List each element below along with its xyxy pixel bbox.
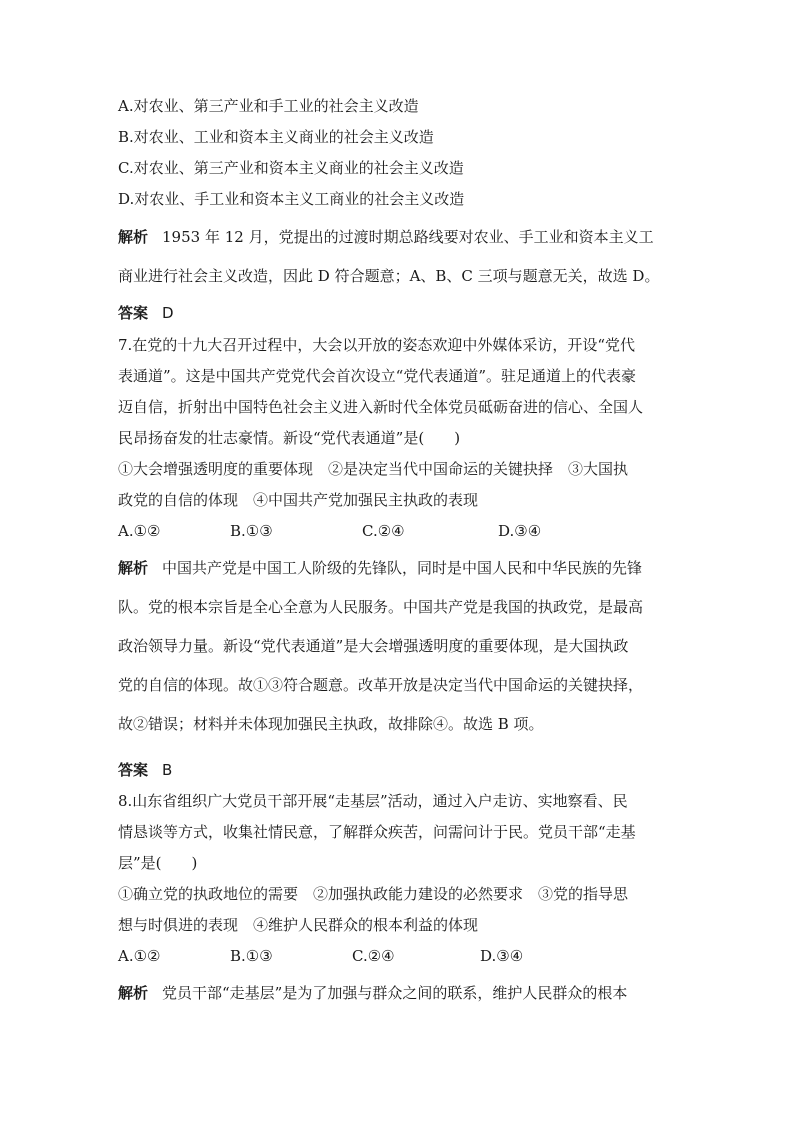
q7-stem-line-4: 民昂扬奋发的壮志豪情。新设“党代表通道”是( ) xyxy=(118,429,461,447)
q6-answer-value: D xyxy=(162,304,174,322)
q7-stem-line-3: 迈自信，折射出中国特色社会主义进入新时代全体党员砥砺奋进的信心、全国人 xyxy=(118,398,644,416)
q8-statements-line-1: ①确立党的执政地位的需要 ②加强执政能力建设的必然要求 ③党的指导思 xyxy=(118,885,629,903)
q8-analysis-text-1: 党员干部“走基层”是为了加强与群众之间的联系，维护人民群众的根本 xyxy=(162,984,628,1002)
q6-analysis-line-1 xyxy=(118,227,654,247)
q7-choice-a: A.①② xyxy=(118,522,161,540)
q8-stem-line-1: 8.山东省组织广大党员干部开展“走基层”活动，通过入户走访、实地察看、民 xyxy=(118,792,628,810)
q7-statements-line-1: ①大会增强透明度的重要体现 ②是决定当代中国命运的关键抉择 ③大国执 xyxy=(118,460,629,478)
q7-choice-b: B.①③ xyxy=(230,522,273,540)
q7-answer-value: B xyxy=(162,761,173,779)
q6-analysis-line-2: 商业进行社会主义改造，因此 D 符合题意；A、B、C 三项与题意无关，故选 D。 xyxy=(118,267,660,285)
q6-answer xyxy=(118,303,174,323)
q6-analysis-text-1: 1953 年 12 月，党提出的过渡时期总路线要对农业、手工业和资本主义工 xyxy=(162,228,654,246)
q7-statements-line-2: 政党的自信的体现 ④中国共产党加强民主执政的表现 xyxy=(118,491,479,509)
q7-answer xyxy=(118,760,172,780)
q7-analysis-text-1: 中国共产党是中国工人阶级的先锋队，同时是中国人民和中华民族的先锋 xyxy=(162,559,643,577)
q7-choice-d: D.③④ xyxy=(498,522,542,540)
q8-choice-c: C.②④ xyxy=(352,947,395,965)
q6-option-c: C.对农业、第三产业和资本主义商业的社会主义改造 xyxy=(118,159,464,177)
q8-choice-d: D.③④ xyxy=(480,947,524,965)
q7-analysis-line-3: 政治领导力量。新设“党代表通道”是大会增强透明度的重要体现，是大国执政 xyxy=(118,637,629,655)
q8-choice-b: B.①③ xyxy=(230,947,273,965)
q8-analysis-label: 解析 xyxy=(118,984,149,1002)
q7-analysis-line-1 xyxy=(118,558,642,578)
q7-analysis-label: 解析 xyxy=(118,559,149,577)
q8-statements-line-2: 想与时俱进的表现 ④维护人民群众的根本利益的体现 xyxy=(118,916,479,934)
q6-analysis-label: 解析 xyxy=(118,228,149,246)
q7-stem-line-1: 7.在党的十九大召开过程中，大会以开放的姿态欢迎中外媒体采访，开设“党代 xyxy=(118,336,635,354)
q7-choices xyxy=(118,521,541,541)
q7-stem-line-2: 表通道”。这是中国共产党党代会首次设立“党代表通道”。驻足通道上的代表豪 xyxy=(118,367,637,385)
q8-analysis-line-1 xyxy=(118,983,627,1003)
q7-analysis-line-5: 故②错误；材料并未体现加强民主执政，故排除④。故选 B 项。 xyxy=(118,715,544,733)
q8-stem-line-2: 情恳谈等方式，收集社情民意，了解群众疾苦，问需问计于民。党员干部“走基 xyxy=(118,823,636,841)
q8-stem-line-3: 层”是( ) xyxy=(118,854,198,872)
q6-option-b: B.对农业、工业和资本主义商业的社会主义改造 xyxy=(118,128,434,146)
q6-option-d: D.对农业、手工业和资本主义工商业的社会主义改造 xyxy=(118,190,465,208)
q6-option-a: A.对农业、第三产业和手工业的社会主义改造 xyxy=(118,97,419,115)
q8-choices xyxy=(118,946,523,966)
q7-answer-label: 答案 xyxy=(118,761,149,779)
q6-answer-label: 答案 xyxy=(118,304,149,322)
q7-analysis-line-2: 队。党的根本宗旨是全心全意为人民服务。中国共产党是我国的执政党，是最高 xyxy=(118,598,644,616)
q7-choice-c: C.②④ xyxy=(362,522,405,540)
q7-analysis-line-4: 党的自信的体现。故①③符合题意。改革开放是决定当代中国命运的关键抉择， xyxy=(118,676,644,694)
q8-choice-a: A.①② xyxy=(118,947,161,965)
